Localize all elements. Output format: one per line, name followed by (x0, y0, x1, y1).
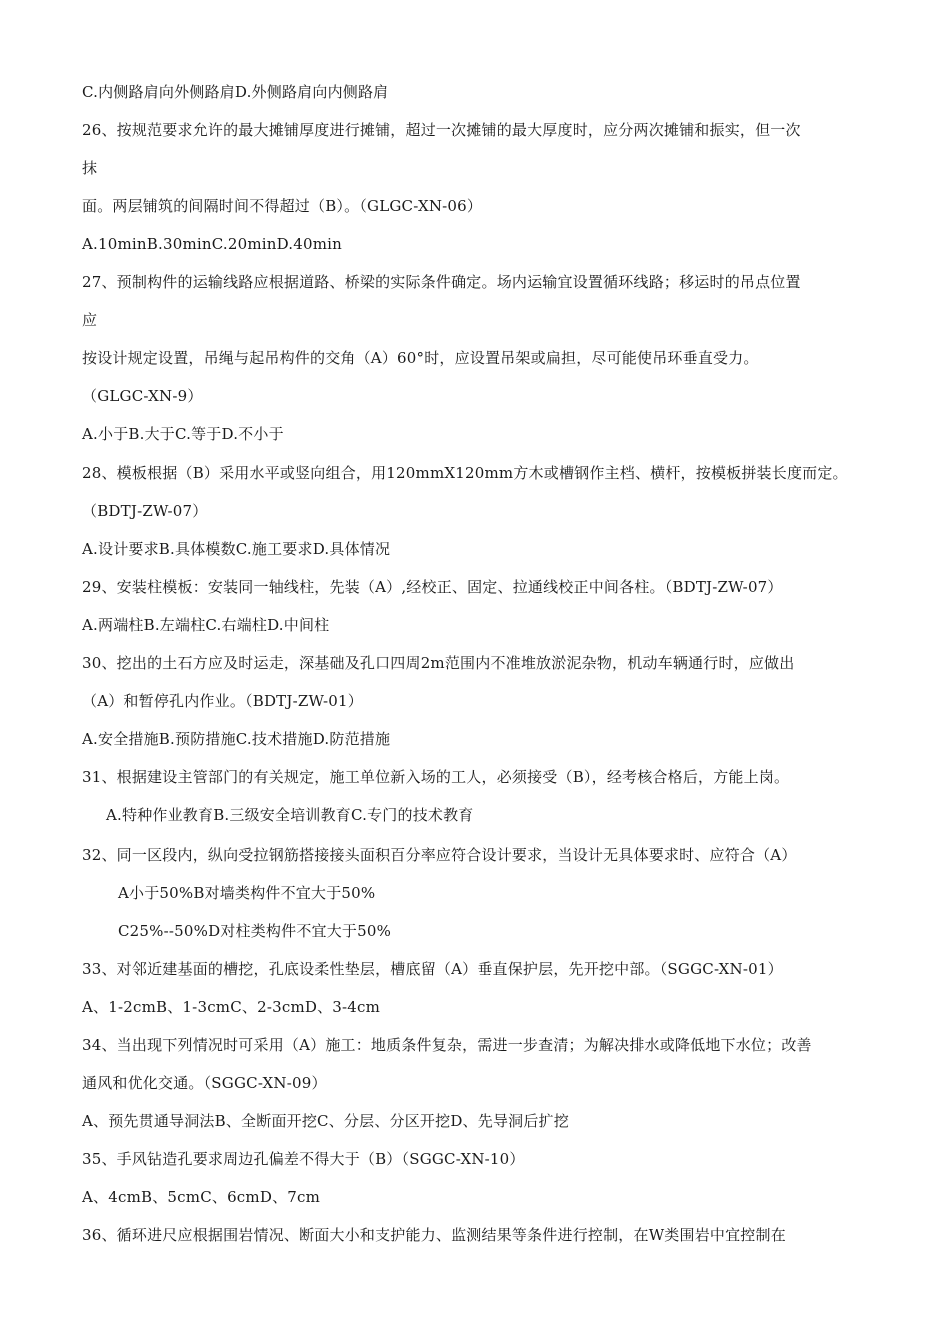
text-line: 抹 (82, 159, 98, 177)
text-line: 应 (82, 311, 98, 329)
text-line: （A）和暂停孔内作业。（BDTJ-ZW-01） (82, 692, 363, 710)
text-line: A.10minB.30minC.20minD.40min (82, 235, 343, 253)
text-line: 27、预制构件的运输线路应根据道路、桥梁的实际条件确定。场内运输宜设置循环线路；移运时的吊点位置 (82, 273, 801, 291)
text-line: A小于50%B对墙类构件不宜大于50% (118, 884, 376, 902)
text-line: A.特种作业教育B.三级安全培训教育C.专门的技术教育 (106, 806, 474, 824)
text-line: 通风和优化交通。（SGGC-XN-09） (82, 1074, 327, 1092)
text-line: A.小于B.大于C.等于D.不小于 (82, 425, 284, 443)
text-line: 34、当出现下列情况时可采用（A）施工：地质条件复杂，需进一步查清；为解决排水或降低地下水位；改善 (82, 1036, 812, 1054)
text-line: 31、根据建设主管部门的有关规定，施工单位新入场的工人，必须接受（B），经考核合格后，方能上岗。 (82, 768, 790, 786)
text-line: A、预先贯通导洞法B、全断面开挖C、分层、分区开挖D、先导洞后扩挖 (82, 1112, 569, 1130)
text-line: 29、安装柱模板：安装同一轴线柱，先装（A）,经校正、固定、拉通线校正中间各柱。（BDTJ-ZW-07） (82, 578, 783, 596)
text-line: 32、同一区段内，纵向受拉钢筋搭接接头面积百分率应符合设计要求，当设计无具体要求时、应符合（A） (82, 846, 797, 864)
text-line: 35、手风钻造孔要求周边孔偏差不得大于（B）（SGGC-XN-10） (82, 1150, 525, 1168)
text-line: C.内侧路肩向外侧路肩D.外侧路肩向内侧路肩 (82, 83, 389, 101)
text-line: （BDTJ-ZW-07） (82, 502, 208, 520)
text-line: 按设计规定设置，吊绳与起吊构件的交角（A）60°时，应设置吊架或扁担，尽可能使吊环垂直受力。 (82, 349, 759, 367)
text-line: A.设计要求B.具体模数C.施工要求D.具体情况 (82, 540, 391, 558)
text-line: 28、模板根据（B）采用水平或竖向组合，用120mmX120mm方木或槽钢作主档、横杆，按模板拼装长度而定。 (82, 464, 848, 482)
text-line: A.两端柱B.左端柱C.右端柱D.中间柱 (82, 616, 330, 634)
text-line: A.安全措施B.预防措施C.技术措施D.防范措施 (82, 730, 391, 748)
text-line: 30、挖出的土石方应及时运走，深基础及孔口四周2m范围内不准堆放淤泥杂物，机动车辆通行时，应做出 (82, 654, 795, 672)
text-line: 36、循环进尺应根据围岩情况、断面大小和支护能力、监测结果等条件进行控制，在W类围岩中宜控制在 (82, 1226, 786, 1244)
text-line: 33、对邻近建基面的槽挖，孔底设柔性垫层，槽底留（A）垂直保护层，先开挖中部。（SGGC-XN-01） (82, 960, 783, 978)
text-line: 面。两层铺筑的间隔时间不得超过（B）。（GLGC-XN-06） (82, 197, 483, 215)
text-line: A、4cmB、5cmC、6cmD、7cm (82, 1188, 321, 1206)
text-line: 26、按规范要求允许的最大摊铺厚度进行摊铺，超过一次摊铺的最大厚度时，应分两次摊铺和振实，但一次 (82, 121, 801, 139)
text-line: A、1-2cmB、1-3cmC、2-3cmD、3-4cm (82, 998, 381, 1016)
text-line: （GLGC-XN-9） (82, 387, 203, 405)
text-line: C25%--50%D对柱类构件不宜大于50% (118, 922, 392, 940)
